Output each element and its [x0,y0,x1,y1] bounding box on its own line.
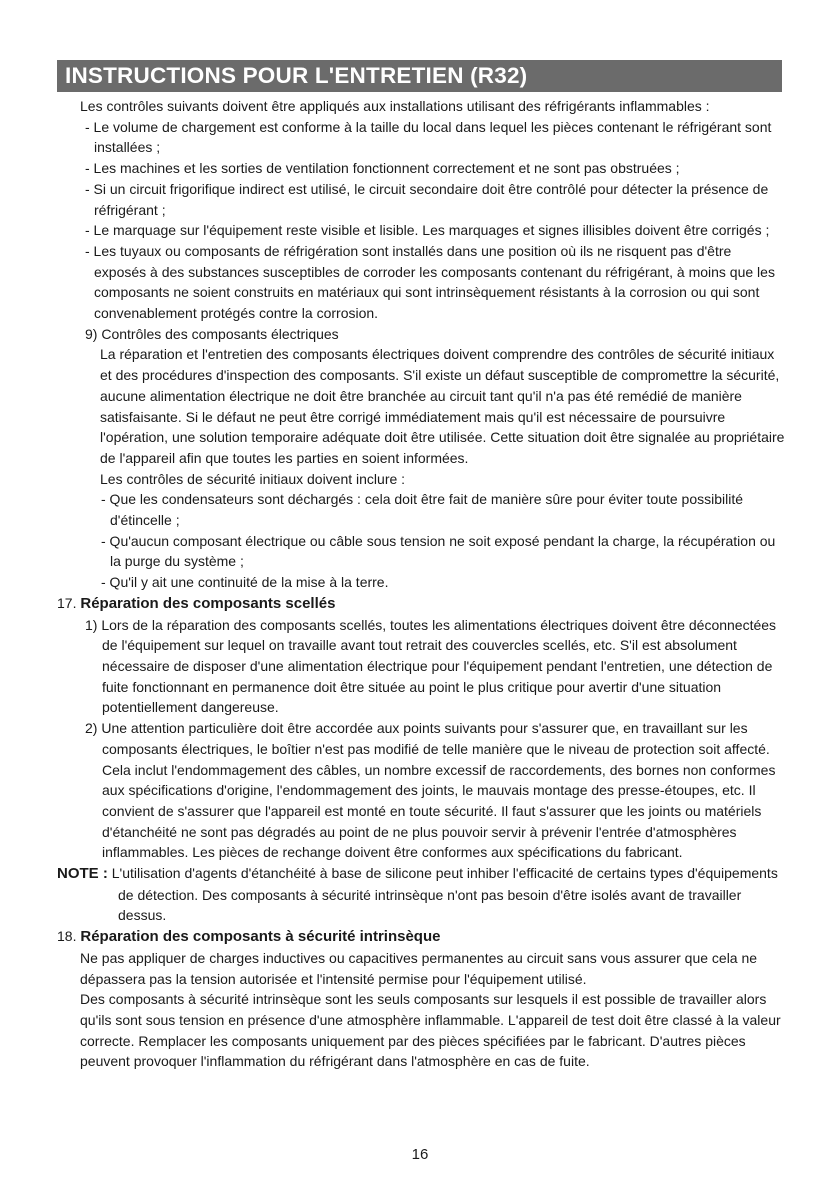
intro-item: - Le volume de chargement est conforme à la taille du local dans lequel les pièces contenant le réfrigérant sont installées ; [85,118,772,156]
section-18-title: Réparation des composants à sécurité intrinsèque [80,928,441,946]
section-18-number: 18. [57,928,77,945]
section-18-paragraph: Des composants à sécurité intrinsèque sont les seuls composants sur lesquels il est possible de travailler alors qu'ils sont sous tension en présence d'une atmosphère inflammable. L'appareil de test doit être classé à la valeur correcte. Remplacer les composants uniquement par des pièces spécifiées par le fabricant. D'autres pièces peuvent provoquer l'inflammation du réfrigérant dans l'atmosphère en cas de fuite. [80,991,781,1070]
page-title: INSTRUCTIONS POUR L'ENTRETIEN (R32) [57,60,782,92]
note-label: NOTE : [57,865,108,883]
item9-check: - Qu'aucun composant électrique ou câble sous tension ne soit exposé pendant la charge, la récupération ou la purge du système ; [101,532,776,570]
page-body [57,96,787,1072]
item9-paragraph: La réparation et l'entretien des composants électriques doivent comprendre des contrôles de sécurité initiaux et des procédures d'inspection des composants. S'il existe un défaut susceptible de compromettre la sécurité, aucune alimentation électrique ne doit être branchée au circuit tant qu'il n'a pas été remédié de manière satisfaisante. Si le défaut ne peut être corrigé immédiatement mais qu'il est nécessaire de poursuivre l'opération, une solution temporaire adéquate doit être utilisée. Cette situation doit être signalée au propriétaire de l'appareil afin que toutes les parties en soient informées. [100,346,785,466]
item9-check: - Que les condensateurs sont déchargés : cela doit être fait de manière sûre pour éviter toute possibilité d'étincelle ; [101,491,744,529]
item9-checks-intro: Les contrôles de sécurité initiaux doivent inclure : [100,470,406,487]
section-17-item: 2) Une attention particulière doit être accordée aux points suivants pour s'assurer que, en travaillant sur les composants électriques, le boîtier n'est pas modifié de telle manière que le niveau de protection soit affecté. Cela inclut l'endommagement des câbles, un nombre excessif de raccordements, des bornes non conformes aux spécifications d'origine, l'endommagement des joints, le mauvais montage des presse-étoupes, etc. Il convient de s'assurer que l'appareil est monté en toute sécurité. Il faut s'assurer que les joints ou matériels d'étanchéité ne sont pas dégradés au point de ne plus pouvoir servir à prévenir l'entrée d'atmosphères inflammables. Les pièces de rechange doivent être conformes aux spécifications du fabricant. [85,720,776,861]
page-number: 16 [411,1146,429,1163]
intro-text: Les contrôles suivants doivent être appliqués aux installations utilisant des réfrigérants inflammables : [80,98,710,114]
section-17-item: 1) Lors de la réparation des composants scellés, toutes les alimentations électriques doivent être déconnectées de l'équipement sur lequel on travaille avant tout retrait des couvercles scellés, etc. S'il est absolument nécessaire de disposer d'une alimentation électrique pour l'équipement pendant l'entretien, une détection de fuite fonctionnant en permanence doit être située au point le plus critique pour avertir d'une situation potentiellement dangereuse. [85,616,777,716]
intro-item: - Les tuyaux ou composants de réfrigération sont installés dans une position où ils ne risquent pas d'être exposés à des substances susceptibles de corroder les composants contenant du réfrigérant, à moins que les composants ne soient construits en matériaux qui sont intrinsèquement résistants à la corrosion ou qui sont convenablement protégés contre la corrosion. [85,242,775,322]
section-17-heading [57,593,787,615]
section-17-number: 17. [57,594,77,611]
section-18-heading [57,926,787,948]
item9-check: - Qu'il y ait une continuité de la mise à la terre. [101,574,389,591]
item9-title: 9) Contrôles des composants électriques [85,325,339,342]
intro-item: - Si un circuit frigorifique indirect est utilisé, le circuit secondaire doit être contrôlé pour détecter la présence de réfrigérant ; [85,180,769,218]
section-18-paragraph: Ne pas appliquer de charges inductives ou capacitives permanentes au circuit sans vous assurer que cela ne dépassera pas la tension autorisée et l'intensité permise pour l'équipement utilisé. [80,949,758,987]
note-block [57,863,787,926]
intro-item: - Le marquage sur l'équipement reste visible et lisible. Les marquages et signes illisibles doivent être corrigés ; [85,222,770,239]
intro-item: - Les machines et les sorties de ventilation fonctionnent correctement et ne sont pas obstruées ; [85,160,680,177]
section-17-title: Réparation des composants scellés [80,594,336,612]
note-text: L'utilisation d'agents d'étanchéité à base de silicone peut inhiber l'efficacité de certains types d'équipements de détection. Des composants à sécurité intrinsèque n'ont pas besoin d'être isolés avant de travailler dessus. [111,865,778,924]
